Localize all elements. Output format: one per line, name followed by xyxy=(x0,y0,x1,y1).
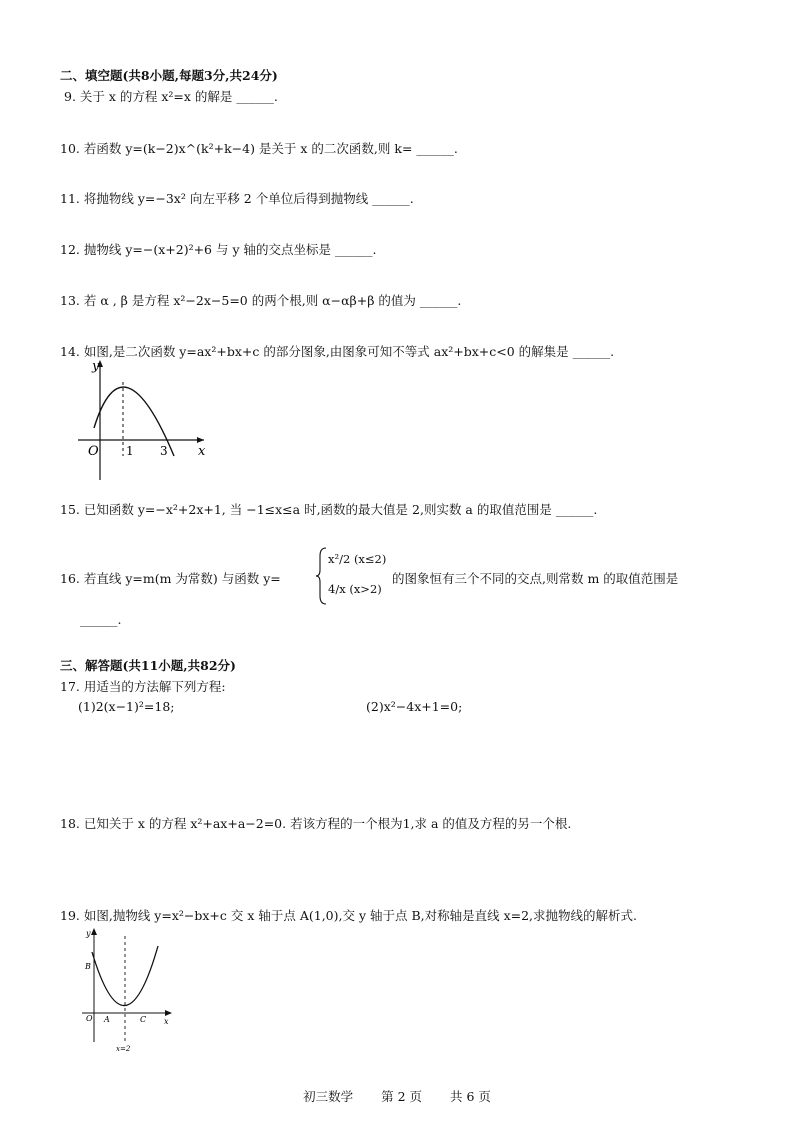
fig14-tick-1: 1 xyxy=(126,444,134,458)
footer-page-number: 第 2 页 xyxy=(381,1089,422,1104)
piece-1: x²/2 (x≤2) xyxy=(328,552,387,566)
figure-14-parabola xyxy=(74,356,214,486)
piece-2: 4/x (x>2) xyxy=(328,582,382,596)
question-13: 13. 若 α , β 是方程 x²−2x−5=0 的两个根,则 α−αβ+β 的值为 ______. xyxy=(60,293,462,308)
question-17-part-2: (2)x²−4x+1=0; xyxy=(366,699,463,714)
fig19-axis-label: x=2 xyxy=(116,1045,131,1053)
question-11: 11. 将抛物线 y=−3x² 向左平移 2 个单位后得到抛物线 ______. xyxy=(60,191,414,206)
fig19-point-a: A xyxy=(104,1015,110,1024)
fig19-point-b: B xyxy=(85,962,91,971)
question-14: 14. 如图,是二次函数 y=ax²+bx+c 的部分图象,由图象可知不等式 ax²+bx+c<0 的解集是 ______. xyxy=(60,344,615,359)
figure-19-parabola xyxy=(78,924,188,1059)
fig14-origin-label: O xyxy=(88,444,99,459)
page-footer xyxy=(0,1087,794,1105)
question-9: 9. 关于 x 的方程 x²=x 的解是 ______. xyxy=(64,89,278,104)
fig19-x-label: x xyxy=(164,1017,169,1026)
question-10: 10. 若函数 y=(k−2)x^(k²+k−4) 是关于 x 的二次函数,则 k= ______. xyxy=(60,141,458,156)
footer-subject: 初三数学 xyxy=(303,1089,354,1104)
fig19-point-c: C xyxy=(140,1015,147,1024)
fig14-tick-3: 3 xyxy=(160,444,168,458)
fig19-origin-label: O xyxy=(86,1014,93,1023)
question-17-part-1: (1)2(x−1)²=18; xyxy=(78,699,175,714)
question-15: 15. 已知函数 y=−x²+2x+1, 当 −1≤x≤a 时,函数的最大值是 2,则实数 a 的取值范围是 ______. xyxy=(60,502,598,517)
question-16-blank: ______. xyxy=(80,612,122,627)
question-19: 19. 如图,抛物线 y=x²−bx+c 交 x 轴于点 A(1,0),交 y 轴于点 B,对称轴是直线 x=2,求抛物线的解析式. xyxy=(60,908,638,923)
question-12: 12. 抛物线 y=−(x+2)²+6 与 y 轴的交点坐标是 ______. xyxy=(60,242,377,257)
section-3-title: 三、解答题(共11小题,共82分) xyxy=(60,658,236,673)
question-16-rest: 的图象恒有三个不同的交点,则常数 m 的取值范围是 xyxy=(392,571,679,586)
fig14-y-label: y xyxy=(92,359,100,374)
footer-total-pages: 共 6 页 xyxy=(449,1089,491,1104)
fig19-y-label: y xyxy=(86,929,91,938)
fig14-x-label: x xyxy=(198,444,206,459)
question-16-stem: 16. 若直线 y=m(m 为常数) 与函数 y= xyxy=(60,571,281,586)
question-18: 18. 已知关于 x 的方程 x²+ax+a−2=0. 若该方程的一个根为1,求 a 的值及方程的另一个根. xyxy=(60,816,572,831)
question-17-stem: 17. 用适当的方法解下列方程: xyxy=(60,679,226,694)
section-2-title: 二、填空题(共8小题,每题3分,共24分) xyxy=(60,68,278,83)
